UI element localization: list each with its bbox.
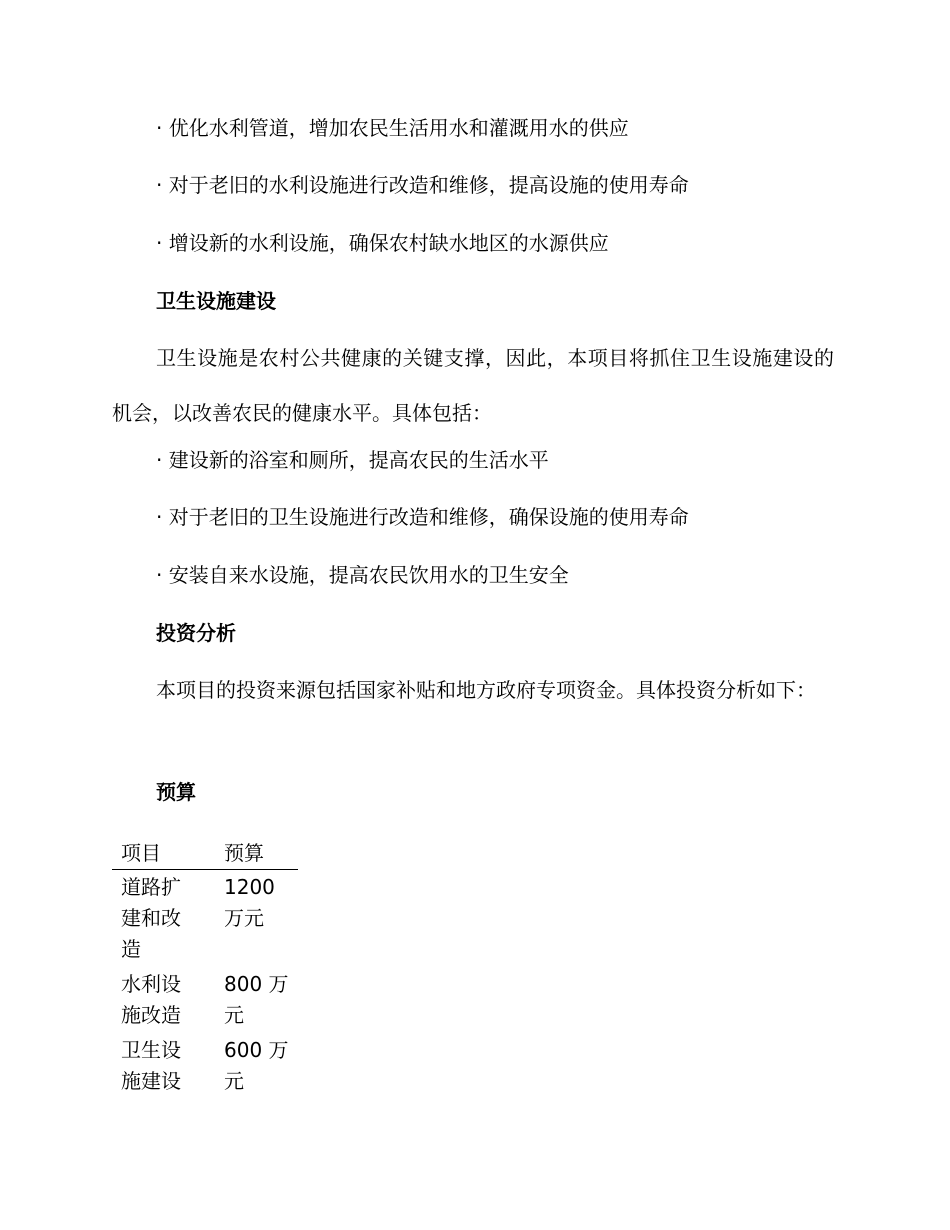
table-cell-budget: 600 万元	[224, 1038, 289, 1093]
sanitation-paragraph: 卫生设施是农村公共健康的关键支撑，因此，本项目将抓住卫生设施建设的机会，以改善农民的健康水平。具体包括：	[112, 346, 834, 425]
water-bullet-2: · 对于老旧的水利设施进行改造和维修，提高设施的使用寿命	[156, 173, 689, 197]
table-cell-item: 水利设施改造	[121, 972, 181, 1027]
water-bullet-3: · 增设新的水利设施，确保农村缺水地区的水源供应	[156, 231, 609, 255]
sanitation-bullet-1: · 建设新的浴室和厕所，提高农民的生活水平	[156, 448, 549, 472]
table-cell-budget: 800 万元	[224, 972, 289, 1027]
budget-heading: 预算	[156, 780, 196, 804]
investment-heading: 投资分析	[156, 621, 236, 645]
investment-paragraph: 本项目的投资来源包括国家补贴和地方政府专项资金。具体投资分析如下：	[156, 678, 816, 702]
column-header-budget: 预算	[215, 838, 298, 870]
table-header-row	[112, 838, 298, 870]
table-cell-item: 卫生设施建设	[121, 1038, 181, 1093]
sanitation-bullet-3: · 安装自来水设施，提高农民饮用水的卫生安全	[156, 563, 569, 587]
column-header-item: 项目	[112, 838, 215, 870]
table-row	[112, 870, 298, 968]
sanitation-bullet-2: · 对于老旧的卫生设施进行改造和维修，确保设施的使用寿命	[156, 505, 689, 529]
table-cell-budget: 1200万元	[224, 875, 275, 930]
table-row	[112, 1033, 298, 1099]
table-cell-item: 道路扩建和改造	[121, 875, 181, 961]
budget-table	[112, 838, 298, 1099]
table-row	[112, 967, 298, 1033]
sanitation-heading: 卫生设施建设	[156, 289, 276, 313]
water-bullet-1: · 优化水利管道，增加农民生活用水和灌溉用水的供应	[156, 116, 629, 140]
